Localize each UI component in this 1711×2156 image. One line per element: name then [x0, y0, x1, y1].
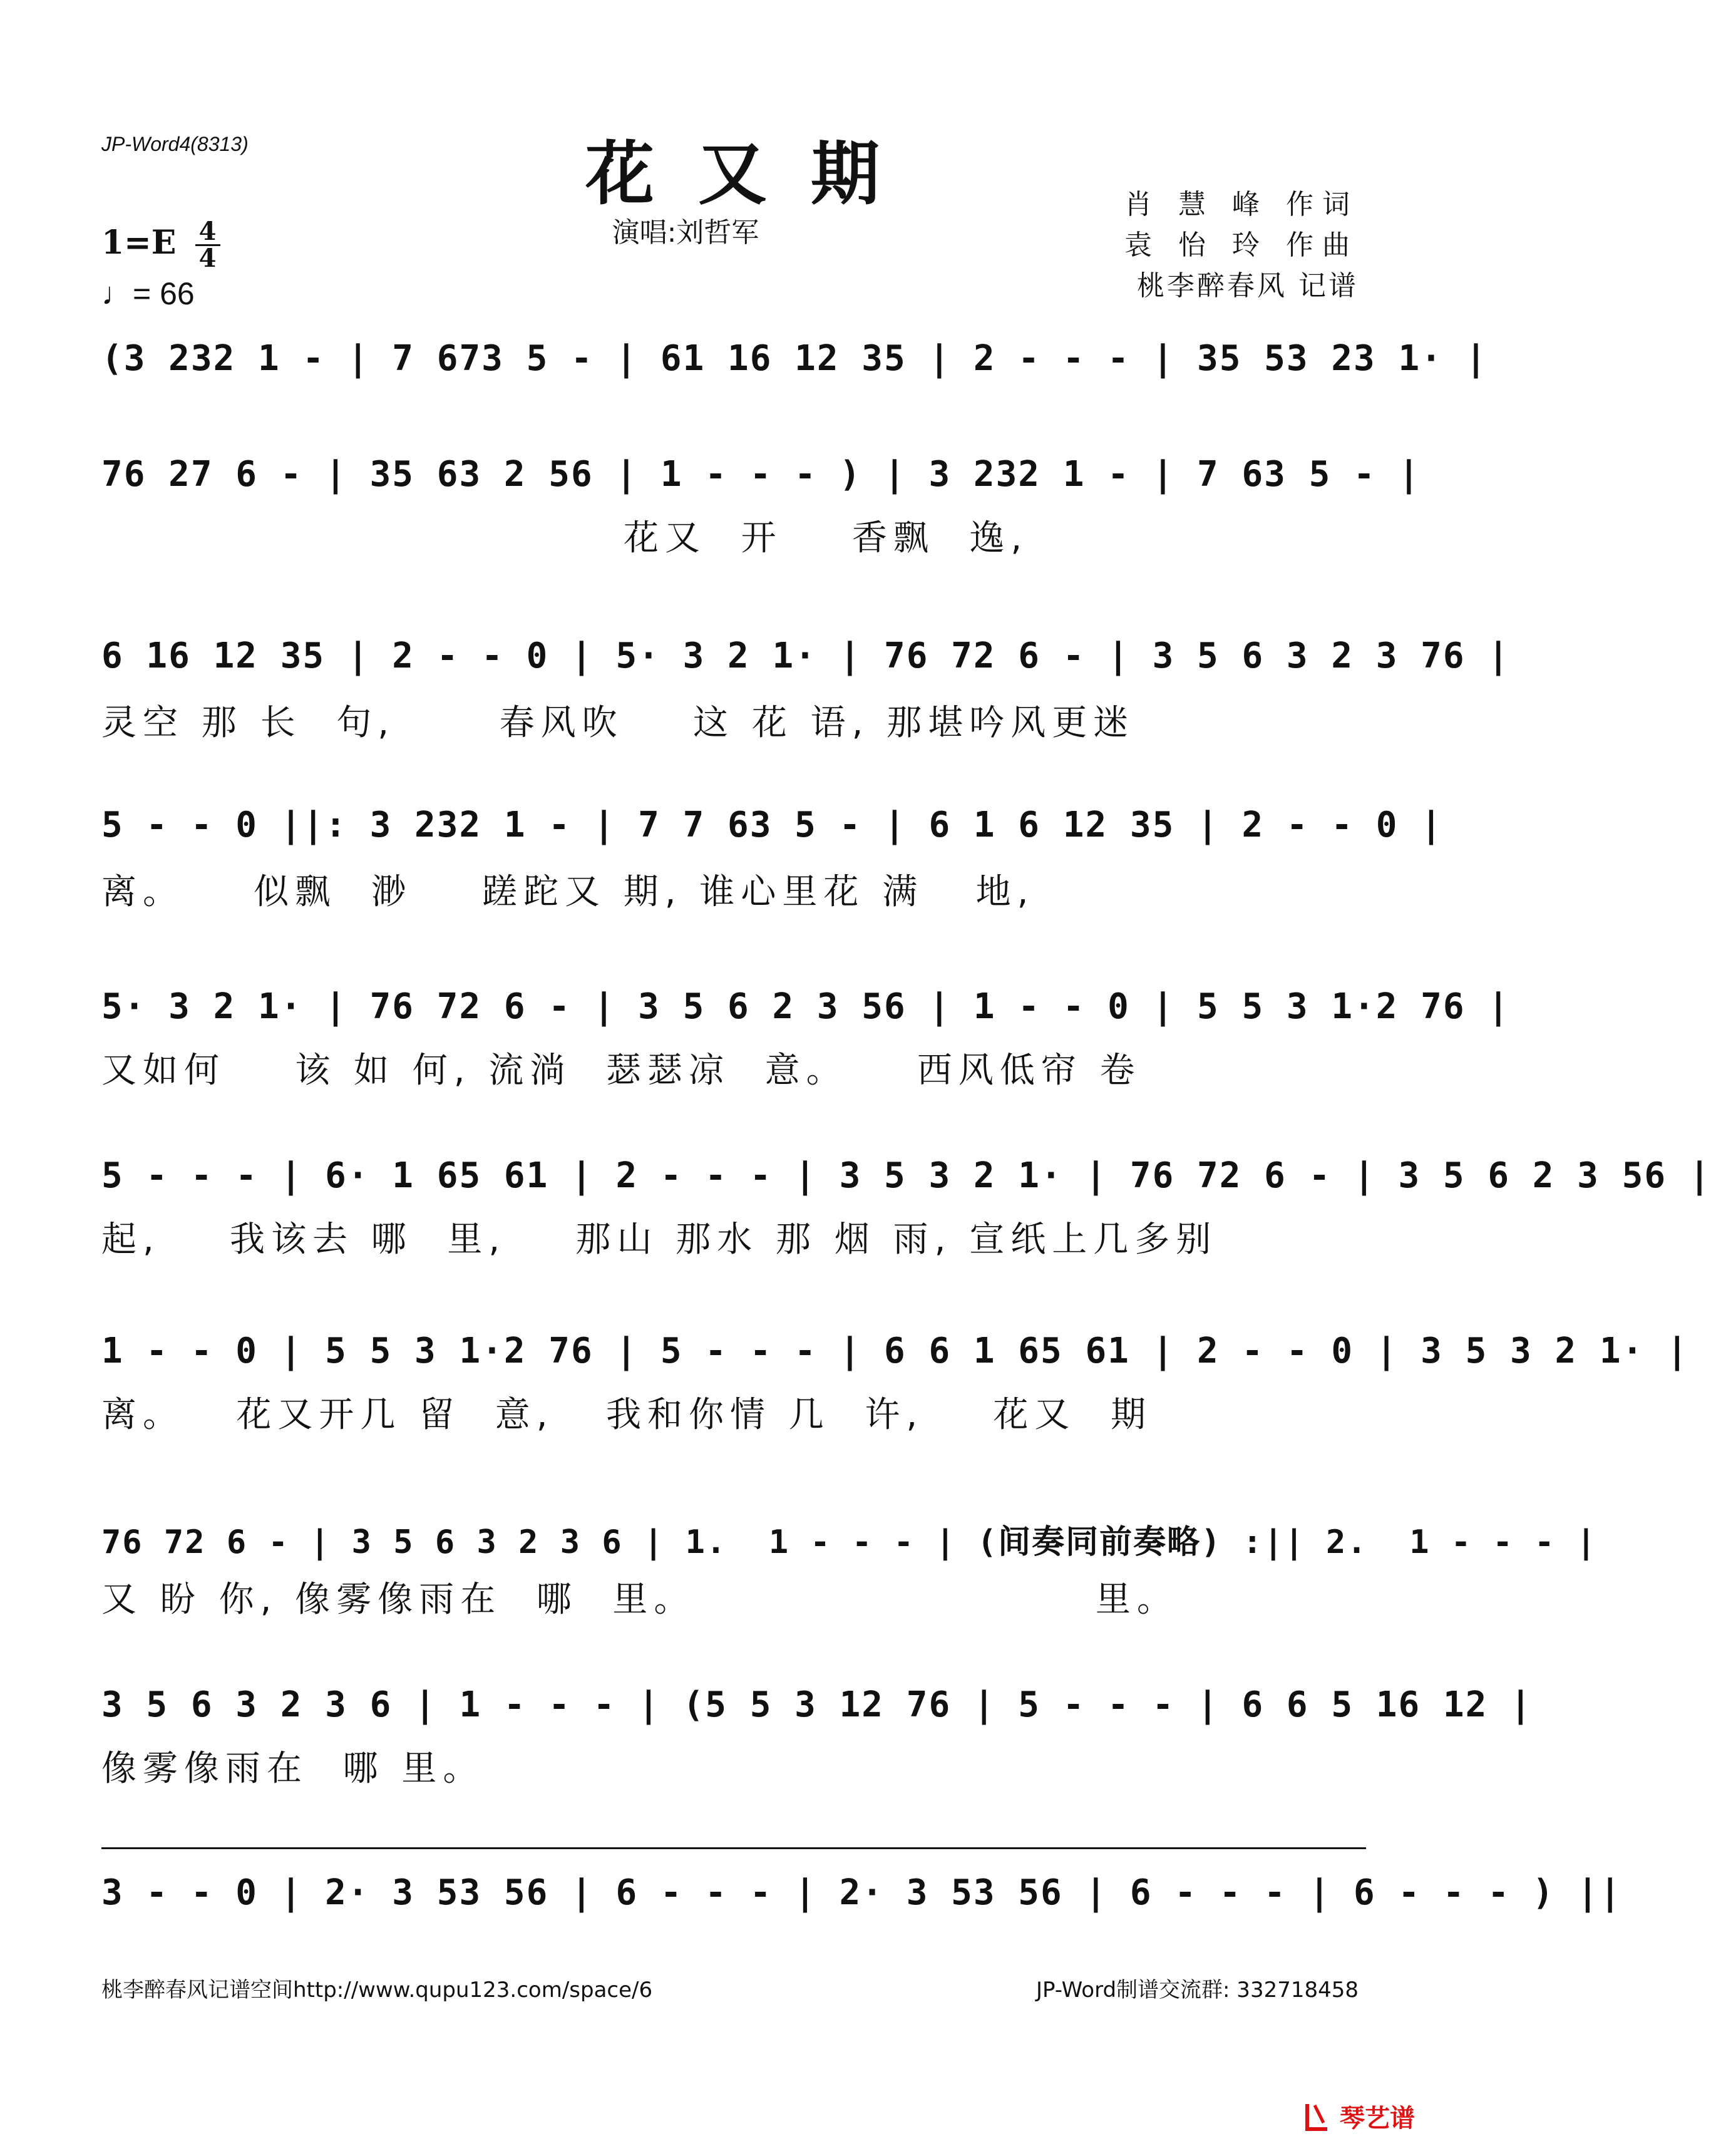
system-10-notes: 3 - - 0 | 2· 3 53 56 | 6 - - - | 2· 3 53 56 | 6 - - - | 6 - - - ) ||	[101, 1872, 1622, 1913]
lyricist-credit: 肖 慧 峰 作词	[1124, 188, 1359, 220]
time-signature	[195, 219, 220, 271]
key-text: 1=E	[101, 224, 177, 262]
system-8-notes: 76 72 6 - | 3 5 6 3 2 3 6 | 1. 1 - - - | (间奏同前奏略) :|| 2. 1 - - - |	[101, 1524, 1598, 1561]
song-title: 花又期	[585, 133, 923, 214]
key-signature	[101, 219, 220, 271]
system-6-notes: 5 - - - | 6· 1 65 61 | 2 - - - | 3 5 3 2 1· | 76 72 6 - | 3 5 6 2 3 56 |	[101, 1155, 1711, 1196]
system-2-lyrics: 花又 开 香飘 逸,	[101, 518, 1029, 559]
system-2-notes: 76 27 6 - | 35 63 2 56 | 1 - - - ) | 3 232 1 - | 7 63 5 - |	[101, 454, 1421, 495]
singer-credit: 演唱:刘哲军	[612, 217, 759, 249]
system-5-lyrics: 又如何 该 如 何, 流淌 瑟瑟凉 意。 西风低帘 卷	[101, 1050, 1141, 1091]
section-divider	[101, 1847, 1366, 1849]
system-7-lyrics: 离。 花又开几 留 意, 我和你情 几 许, 花又 期	[101, 1395, 1153, 1435]
footer-right: JP-Word制谱交流群: 332718458	[1035, 1978, 1359, 2003]
system-8-lyrics: 又 盼 你, 像雾像雨在 哪 里。 里。	[101, 1579, 1178, 1620]
time-top: 4	[198, 217, 217, 246]
system-6-lyrics: 起, 我该去 哪 里, 那山 那水 那 烟 雨, 宣纸上几多别	[101, 1219, 1218, 1260]
logo-icon	[1302, 2098, 1440, 2135]
transcriber-credit: 桃李醉春风 记谱	[1137, 270, 1359, 302]
system-9-notes: 3 5 6 3 2 3 6 | 1 - - - | (5 5 3 12 76 | 5 - - - | 6 6 5 16 12 |	[101, 1684, 1533, 1725]
system-3-lyrics: 灵空 那 长 句, 春风吹 这 花 语, 那堪吟风更迷	[101, 703, 1135, 743]
system-3-notes: 6 16 12 35 | 2 - - 0 | 5· 3 2 1· | 76 72 6 - | 3 5 6 3 2 3 76 |	[101, 636, 1511, 676]
system-1-notes: (3 232 1 - | 7 673 5 - | 61 16 12 35 | 2 - - - | 35 53 23 1· |	[101, 338, 1488, 379]
system-7-notes: 1 - - 0 | 5 5 3 1·2 76 | 5 - - - | 6 6 1 65 61 | 2 - - 0 | 3 5 3 2 1· |	[101, 1331, 1689, 1371]
tempo-marking: ♩= 66	[101, 276, 195, 311]
software-label: JP-Word4(8313)	[101, 133, 249, 155]
system-5-notes: 5· 3 2 1· | 76 72 6 - | 3 5 6 2 3 56 | 1 - - 0 | 5 5 3 1·2 76 |	[101, 986, 1511, 1027]
logo-text: 琴艺谱	[1340, 2104, 1415, 2133]
site-logo	[1302, 2098, 1440, 2135]
time-bottom: 4	[195, 244, 220, 271]
footer-left: 桃李醉春风记谱空间http://www.qupu123.com/space/6	[101, 1978, 653, 2003]
system-9-lyrics: 像雾像雨在 哪 里。	[101, 1748, 485, 1789]
composer-credit: 袁 怡 玲 作曲	[1124, 229, 1359, 261]
system-4-lyrics: 离。 似飘 渺 蹉跎又 期, 谁心里花 满 地,	[101, 872, 1035, 912]
system-4-notes: 5 - - 0 ||: 3 232 1 - | 7 7 63 5 - | 6 1 6 12 35 | 2 - - 0 |	[101, 805, 1443, 845]
